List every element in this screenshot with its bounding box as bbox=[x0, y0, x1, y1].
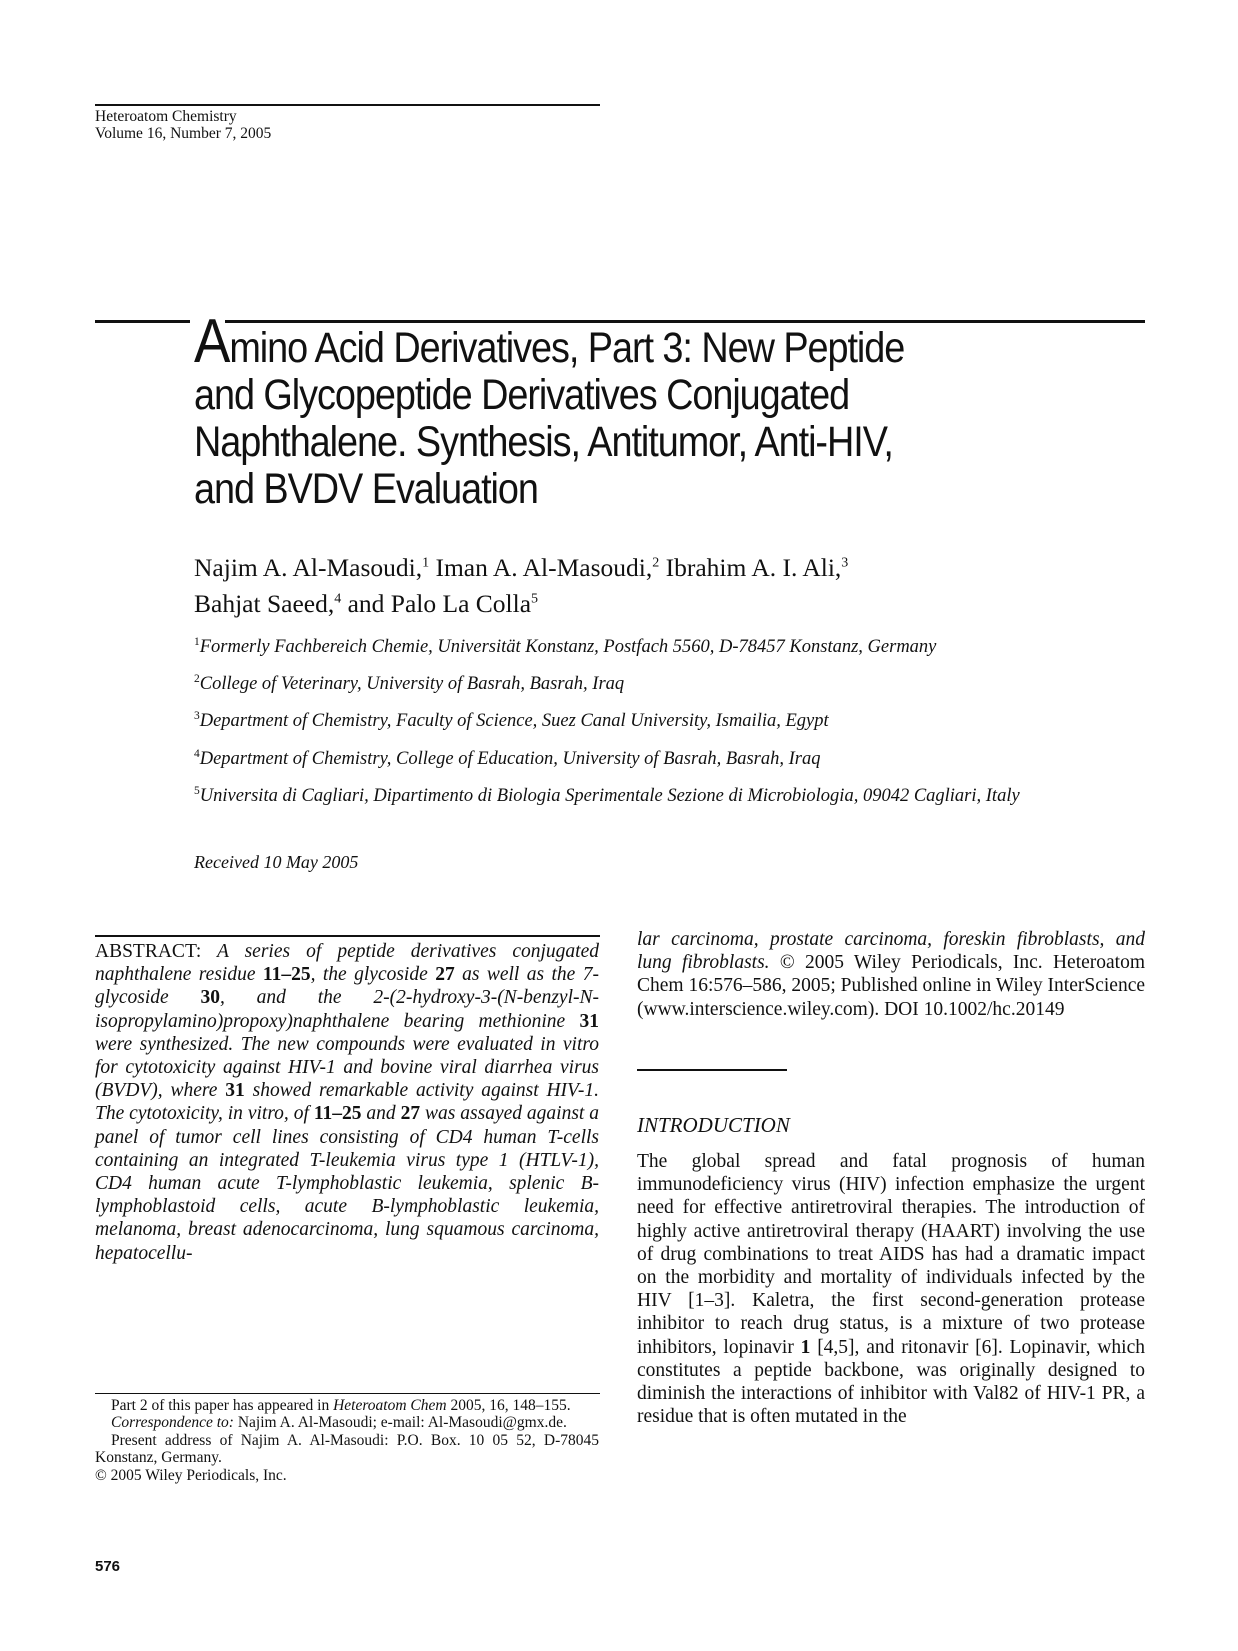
citation-info: © 2005 Wiley Periodicals, Inc. Heteroatom Chem 16:576–586, 2005; Published online in Wiley InterScience (www.interscience.wiley.com). DOI 10.1002/hc.20149 bbox=[637, 952, 1145, 1020]
abstract-text bbox=[95, 940, 599, 1265]
footnote-address: Present address of Najim A. Al-Masoudi: P.O. Box. 10 05 52, D-78045 Konstanz, Germany. bbox=[95, 1431, 599, 1467]
author-name: Bahjat Saeed, bbox=[194, 589, 335, 618]
title-rule-left bbox=[95, 320, 190, 323]
compound-number: 11–25 bbox=[313, 1103, 362, 1125]
affiliation bbox=[194, 710, 1124, 733]
abstract-segment: A series of peptide derivatives conjugated naphthalene residue bbox=[95, 941, 599, 986]
header-rule bbox=[95, 104, 600, 106]
page-number: 576 bbox=[95, 1558, 121, 1575]
compound-number: 31 bbox=[225, 1080, 245, 1102]
affiliation-text: Department of Chemistry, Faculty of Science, Suez Canal University, Ismailia, Egypt bbox=[199, 711, 829, 731]
correspondence-text: Najim A. Al-Masoudi; e-mail: Al-Masoudi@gmx.de. bbox=[233, 1414, 567, 1432]
affiliation-text: College of Veterinary, University of Basrah, Basrah, Iraq bbox=[199, 674, 625, 694]
footnotes bbox=[95, 1397, 599, 1484]
affiliation-mark: 2 bbox=[194, 672, 200, 685]
received-date: Received 10 May 2005 bbox=[194, 852, 359, 872]
author-name: Najim A. Al-Masoudi, bbox=[194, 553, 423, 582]
author-affiliation-mark: 2 bbox=[652, 555, 660, 571]
compound-number: 1 bbox=[800, 1336, 811, 1358]
abstract-segment: was assayed against a panel of tumor cell lines consisting of CD4 human T-cells containing an integrated T-leukemia virus type 1 (HTLV-1), CD4 human acute T-lymphoblastic leukemia, splenic B-lymphoblastoid cells, acute B-lymphoblastic leukemia, melanoma, breast adenocarcinoma, lung squamous carcinoma, hepatocellu- bbox=[95, 1103, 600, 1264]
correspondence-label: Correspondence to: bbox=[111, 1414, 234, 1432]
author-name: Ibrahim A. I. Ali, bbox=[659, 553, 842, 582]
abstract-segment: lar carcinoma, prostate carcinoma, foreskin fibroblasts, and lung fibroblasts. bbox=[637, 929, 1145, 974]
compound-number: 11–25 bbox=[262, 964, 311, 986]
author-list bbox=[194, 550, 848, 622]
introduction-text bbox=[637, 1150, 1145, 1428]
author-affiliation-mark: 4 bbox=[334, 591, 342, 607]
footnote-copyright: © 2005 Wiley Periodicals, Inc. bbox=[95, 1466, 287, 1484]
paper-title bbox=[194, 307, 1021, 513]
affiliation-text: Department of Chemistry, College of Education, University of Basrah, Basrah, Iraq bbox=[199, 749, 821, 769]
affiliation-text: Universita di Cagliari, Dipartimento di Biologia Sperimentale Sezione di Microbiologia, 09042 Cagliari, Italy bbox=[199, 786, 1020, 806]
abstract-end-rule bbox=[637, 1069, 787, 1071]
footnote-correspondence bbox=[95, 1414, 599, 1431]
affiliation-mark: 5 bbox=[194, 784, 200, 797]
affiliation bbox=[194, 785, 1104, 808]
affiliation-mark: 4 bbox=[194, 747, 200, 760]
affiliation bbox=[194, 636, 1124, 659]
footnote-part2 bbox=[95, 1397, 599, 1414]
journal-header bbox=[95, 108, 271, 142]
journal-abbrev: Heteroatom Chem bbox=[333, 1397, 447, 1414]
title-line-4: and BVDV Evaluation bbox=[194, 465, 538, 513]
title-dropcap: A bbox=[194, 307, 230, 376]
title-line-3: Naphthalene. Synthesis, Antitumor, Anti-HIV, bbox=[194, 418, 893, 466]
affiliation-mark: 1 bbox=[194, 635, 200, 648]
author-affiliation-mark: 5 bbox=[531, 591, 539, 607]
footnote-text: Part 2 of this paper has appeared in bbox=[111, 1397, 334, 1414]
title-line-2: and Glycopeptide Derivatives Conjugated bbox=[194, 371, 850, 419]
footnote-rule bbox=[95, 1393, 600, 1394]
affiliation-mark: 3 bbox=[194, 709, 200, 722]
author-name: Iman A. Al-Masoudi, bbox=[429, 553, 653, 582]
abstract-segment: , and the 2-(2-hydroxy-3-(N-benzyl-N-isopropylamino)propoxy)naphthalene bearing methionine bbox=[95, 987, 599, 1032]
journal-name: Heteroatom Chemistry bbox=[95, 108, 237, 125]
intro-segment: The global spread and fatal prognosis of human immunodeficiency virus (HIV) infection emphasize the urgent need for effective antiretroviral therapies. The introduction of highly active antiretroviral therapy (HAART) involving the use of drug combinations to treat AIDS has had a dramatic impact on the morbidity and mortality of individuals infected by the HIV [1–3]. Kaletra, the first second-generation protease inhibitor to reach drug status, is a mixture of two protease inhibitors, lopinavir bbox=[637, 1151, 1145, 1358]
compound-number: 30 bbox=[200, 987, 220, 1009]
author-name: and Palo La Colla bbox=[341, 589, 532, 618]
abstract-segment: were synthesized. The new compounds were evaluated in vitro for cytotoxicity against HIV-1 and bovine viral diarrhea virus (BVDV), where bbox=[95, 1033, 599, 1102]
compound-number: 27 bbox=[400, 1103, 421, 1125]
compound-number: 27 bbox=[435, 964, 455, 986]
abstract-segment: and bbox=[361, 1103, 401, 1125]
section-heading-introduction: INTRODUCTION bbox=[637, 1113, 790, 1137]
affiliation-text: Formerly Fachbereich Chemie, Universität Konstanz, Postfach 5560, D-78457 Konstanz, Germany bbox=[199, 637, 937, 657]
affiliation bbox=[194, 748, 1124, 771]
abstract-rule bbox=[95, 935, 600, 937]
author-affiliation-mark: 3 bbox=[841, 555, 849, 571]
title-line-1: mino Acid Derivatives, Part 3: New Peptide bbox=[229, 324, 905, 372]
journal-volume: Volume 16, Number 7, 2005 bbox=[95, 125, 272, 142]
abstract-label: ABSTRACT: bbox=[95, 941, 202, 962]
abstract-continuation bbox=[637, 928, 1145, 1021]
author-affiliation-mark: 1 bbox=[422, 555, 430, 571]
abstract-segment: showed remarkable activity against HIV-1. The cytotoxicity, in vitro, of bbox=[95, 1080, 599, 1125]
abstract-segment: , the glycoside bbox=[310, 964, 436, 986]
intro-segment: [4,5], and ritonavir [6]. Lopinavir, which constitutes a peptide backbone, was originally designed to diminish the interactions of inhibitor with Val82 of HIV-1 PR, a residue that is often mutated in the bbox=[637, 1336, 1146, 1428]
footnote-text: 2005, 16, 148–155. bbox=[446, 1397, 571, 1414]
compound-number: 31 bbox=[579, 1010, 599, 1032]
affiliation bbox=[194, 673, 1124, 696]
abstract-segment: as well as the 7-glycoside bbox=[95, 964, 599, 1009]
